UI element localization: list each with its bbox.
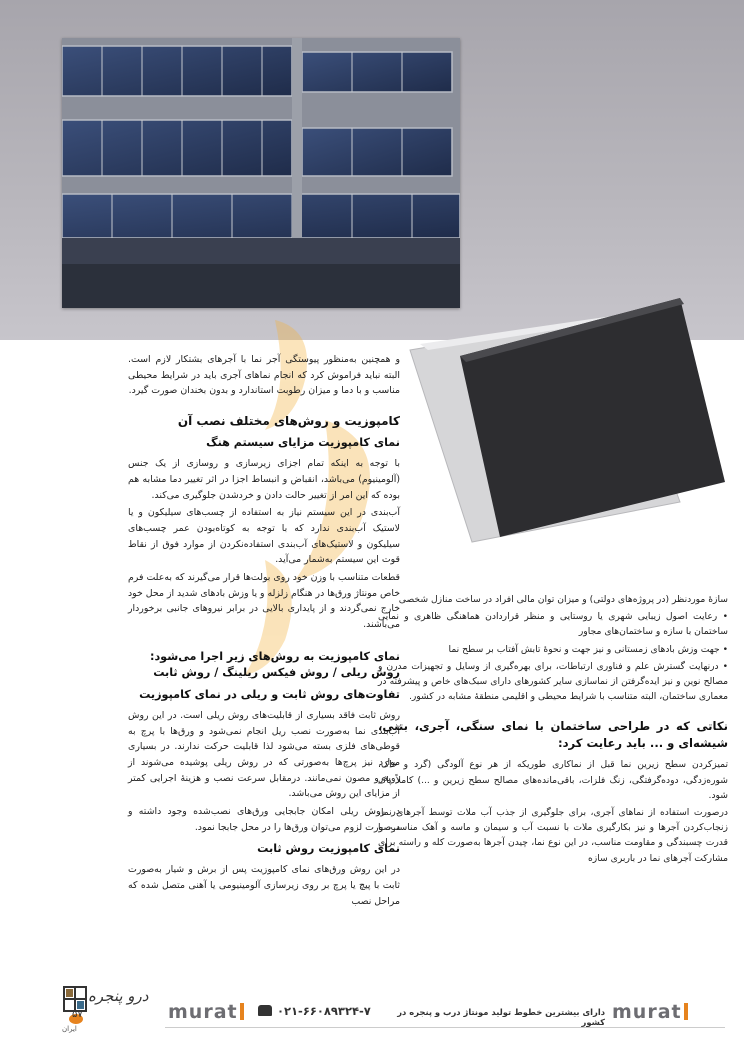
paragraph: با توجه به اینکه تمام اجزای زیرسازی و روسازی از یک جنس (آلومینیوم) می‌باشد، انقباض و انبساط اجزا در اثر تغییر دما مشابه هم بوده که این امر از تغییر حالت دادن و خردشدن جلوگیری می‌کند. (128, 458, 400, 501)
phone-number (258, 1004, 371, 1018)
paragraph: قطعات متناسب با وزن خود روی بولت‌ها قرار می‌گیرند که به‌علت فرم خاص مونتاژ ورق‌ها در هنگام زلزله و یا وزش بادهای شدید از محل خود خارج نمی‌گردند و از پایداری بالایی در برابر نیروهای جانبی برخوردار می‌باشند. (128, 572, 400, 631)
section-title: کامپوزیت و روش‌های مختلف نصب آن (177, 414, 400, 429)
paragraph: تمیزکردن سطح زیرین نما قبل از نماکاری طوریکه از هر نوع آلودگی (گرد و خاک، شوره‌زدگی، دوده‌گرفتگی، زنگ فلزات، باقی‌مانده‌های مصالح سطح زیرین و ...) کاملاً پاک شود. (378, 759, 728, 801)
phone-icon (258, 1005, 272, 1016)
article-column-left (378, 592, 728, 868)
paragraph: در روش ریلی امکان جابجایی ورق‌های نصب‌شده وجود داشته و درصورت لزوم می‌توان ورق‌ها را در محل جابجا نمود. (128, 806, 400, 833)
methods-list: روش ریلی / روش فیکس ریلینگ / روش ثابت (153, 665, 400, 679)
methods-title: نمای کامپوزیت به روش‌های زیر اجرا می‌شود: (149, 649, 400, 663)
differences-title: تفاوت‌های روش ثابت و ریلی در نمای کامپوزیت (139, 687, 400, 701)
brand-name: murat (168, 1001, 238, 1023)
paragraph: آب‌بندی در این سیستم نیاز به استفاده از چسب‌های سیلیکون و یا لاستیک آب‌بندی ندارد که با توجه به کوتاه‌بودن عمر چسب‌های سیلیکون و لاستیک‌های آب‌بندی استفاده‌نکردن از موارد فوق از نقاط قوت این سیستم به‌شمار می‌آید. (128, 507, 400, 566)
footer-divider (165, 1027, 725, 1028)
tips-title: نکاتی که در طراحی ساختمان با نمای سنگی، آجری، بتنی، شیشه‌ای و ... باید رعایت کرد: (378, 719, 728, 751)
magazine-name: درو پنجره (88, 987, 149, 1005)
company-tagline: دارای بیشترین خطوط تولید مونتاژ درب و پنجره در کشور (397, 1007, 605, 1027)
subsection-title-hang: نمای کامپوزیت مزایای سیستم هنگ (206, 436, 400, 450)
paragraph: روش ثابت فاقد بسیاری از قابلیت‌های روش ریلی است. در این روش آب‌بندی نما به‌صورت نصب ریل انجام نمی‌شود و ورق‌ها با پرچ به قوطی‌های فلزی بسته می‌شود لذا قابلیت حرکت ندارند. در بسیاری موارد نیز پرچ‌ها به‌صورتی که در روش ریلی پوشیده می‌شوند از روبه‌رو مصون نمی‌مانند. درمقابل سرعت نصب و هزینهٔ اجرایی کمتر از مزایای این روش می‌باشد. (128, 709, 400, 800)
bullet-item: • درنهایت گسترش علم و فناوری ارتباطات، برای بهره‌گیری از وسایل و تجهیزات مدرن و مصالح نوین و نیز ایده‌گرفتن از نماسازی سایر کشورهای دارای سبک‌های خاص و پیشرفته در معماری ساختمان، البته متناسب با شرایط محیطی و اقلیمی منطقهٔ مشابه در کشور. (378, 659, 728, 705)
building-facade-photo (62, 38, 460, 308)
intro-paragraph: و همچنین به‌منظور پیوستگی آجر نما با آجرهای بشتکار لازم است. البته نباید فراموش کرد که انجام نماهای آجری باید در شرایط محیطی مناسب و با دما و میزان رطوبت استاندارد و بدون بخندان صورت گیرد. (128, 354, 400, 397)
brand-name: murat (612, 1001, 682, 1023)
brand-logo-right (612, 1001, 688, 1023)
brand-logo-left (168, 1001, 244, 1023)
fixed-method-title: نمای کامپوزیت روش ثابت (257, 842, 400, 856)
paragraph: در این روش ورق‌های نمای کامپوزیت پس از برش و شیار به‌صورت ثابت با پیچ یا پرچ بر روی زیرسازی آلومینیومی یا آهنی متصل شده که مراحل نصب (128, 864, 400, 907)
bullet-item: • جهت وزش بادهای زمستانی و نیز جهت و نحوهٔ تابش آفتاب بر سطح نما (378, 642, 728, 657)
issue-label: ایران (62, 1025, 77, 1033)
phone-text: ۰۲۱-۶۶۰۸۹۳۲۴-۷ (277, 1004, 371, 1018)
composite-panel-samples-image (380, 292, 730, 582)
bullet-item: • رعایت اصول زیبایی شهری یا روستایی و منظر قراردادن هماهنگی ظاهری و نمایی ساختمان با سازه و ساختمان‌های مجاور (378, 609, 728, 639)
page-footer (0, 985, 744, 1045)
paragraph: سازهٔ موردنظر (در پروژه‌های دولتی) و میزان توان مالی افراد در ساخت منازل شخصی (398, 594, 728, 605)
paragraph: درصورت استفاده از نماهای آجری، برای جلوگیری از جذب آب ملات توسط آجرهای نما، زنجاب‌کردن آجرها و نیز بکارگیری ملات با نسبت آب و سیمان و ماسه و آهک مناسب، با قدرت چسبندگی و مقاومت مناسب، در این نوع نما، چیدن آجرها به‌صورت کله و راسته برای مشارکت آجرهای نما در باربری سازه (378, 807, 728, 864)
page-number: ۵۷ (72, 1009, 83, 1020)
article-column-right (128, 352, 400, 912)
